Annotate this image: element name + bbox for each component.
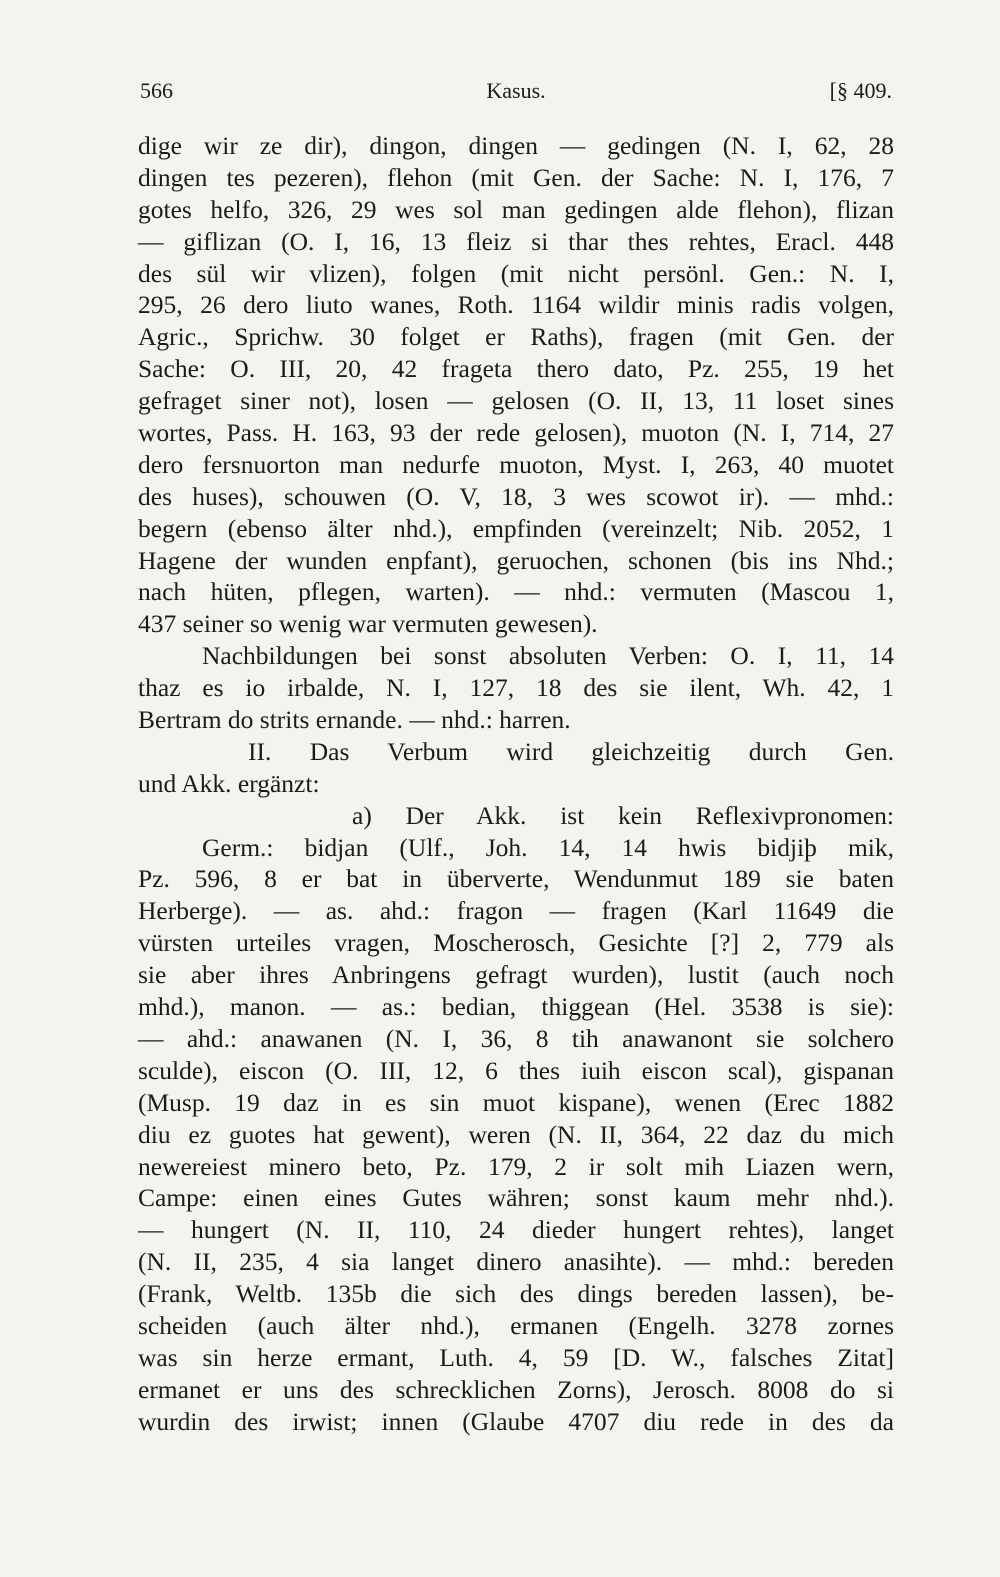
text-line: sie aber ihres Anbringens gefragt wurden), lustit (auch noch [138, 960, 894, 990]
text-line: — ahd.: anawanen (N. I, 36, 8 tih anawanont sie solchero [138, 1023, 894, 1053]
text-line: dige wir ze dir), dingon, dingen — gedingen (N. I, 62, 28 [138, 131, 894, 160]
text-line: — hungert (N. II, 110, 24 dieder hungert rehtes), langet [138, 1215, 894, 1245]
text-line: dero fersnuorton man nedurfe muoton, Myst. I, 263, 40 muotet [138, 449, 894, 479]
text-line: sculde), eiscon (O. III, 12, 6 thes iuih eiscon scal), gispanan [138, 1055, 894, 1085]
text-line: nach hüten, pflegen, warten). — nhd.: vermuten (Mascou 1, [138, 577, 894, 607]
text-line: gotes helfo, 326, 29 wes sol man gedingen alde flehon), flizan [138, 194, 894, 224]
body-text [138, 130, 894, 1438]
text-line: des huses), schouwen (O. V, 18, 3 wes scowot ir). — mhd.: [138, 481, 894, 511]
page-number: 566 [140, 78, 173, 103]
text-line: dingen tes pezeren), flehon (mit Gen. der Sache: N. I, 176, 7 [138, 162, 894, 192]
text-line: (Musp. 19 daz in es sin muot kispane), wenen (Erec 1882 [138, 1087, 894, 1117]
section-heading: und Akk. ergänzt: [138, 768, 320, 798]
text-line: wurdin des irwist; innen (Glaube 4707 diu rede in des da [138, 1406, 894, 1436]
text-line: Sache: O. III, 20, 42 frageta thero dato, Pz. 255, 19 het [138, 354, 894, 384]
text-line: wortes, Pass. H. 163, 93 der rede gelosen), muoton (N. I, 714, 27 [138, 418, 894, 448]
text-line: diu ez guotes hat gewent), weren (N. II, 364, 22 daz du mich [138, 1119, 894, 1149]
text-line: 437 seiner so wenig war vermuten gewesen). [138, 609, 598, 639]
text-line: Germ.: bidjan (Ulf., Joh. 14, 14 hwis bidjiþ mik, [202, 832, 894, 862]
text-line: ermanet er uns des schrecklichen Zorns), Jerosch. 8008 do si [138, 1374, 894, 1404]
text-line: Nachbildungen bei sonst absoluten Verben: O. I, 11, 14 [202, 641, 894, 671]
text-line: begern (ebenso älter nhd.), empfinden (vereinzelt; Nib. 2052, 1 [138, 513, 894, 543]
text-line: 295, 26 dero liuto wanes, Roth. 1164 wildir minis radis volgen, [138, 290, 894, 320]
section-heading: II. Das Verbum wird gleichzeitig durch Gen. [248, 736, 894, 766]
text-line: scheiden (auch älter nhd.), ermanen (Engelh. 3278 zornes [138, 1310, 894, 1340]
page-header [140, 78, 892, 114]
text-line: des sül wir vlizen), folgen (mit nicht persönl. Gen.: N. I, [138, 258, 894, 288]
text-line: Campe: einen eines Gutes währen; sonst kaum mehr nhd.). [138, 1183, 894, 1213]
running-title: Kasus. [486, 78, 546, 103]
text-line: Hagene der wunden enpfant), geruochen, schonen (bis ins Nhd.; [138, 545, 894, 575]
text-line: (N. II, 235, 4 sia langet dinero anasihte). — mhd.: bereden [138, 1247, 894, 1277]
text-line: Herberge). — as. ahd.: fragon — fragen (Karl 11649 die [138, 896, 894, 926]
text-line: was sin herze ermant, Luth. 4, 59 [D. W., falsches Zitat] [138, 1342, 894, 1372]
text-line: Agric., Sprichw. 30 folget er Raths), fragen (mit Gen. der [138, 322, 894, 352]
subsection-heading: a) Der Akk. ist kein Reflexivpronomen: [352, 800, 894, 830]
text-line: (Frank, Weltb. 135b die sich des dings bereden lassen), be- [138, 1279, 894, 1309]
text-line: Bertram do strits ernande. — nhd.: harren. [138, 705, 571, 735]
text-line: thaz es io irbalde, N. I, 127, 18 des sie ilent, Wh. 42, 1 [138, 673, 894, 703]
text-line: gefraget siner not), losen — gelosen (O. II, 13, 11 loset sines [138, 386, 894, 416]
text-line: vürsten urteiles vragen, Moscherosch, Gesichte [?] 2, 779 als [138, 928, 894, 958]
text-line: — giflizan (O. I, 16, 13 fleiz si thar thes rehtes, Eracl. 448 [138, 226, 894, 256]
text-line: mhd.), manon. — as.: bedian, thiggean (Hel. 3538 is sie): [138, 992, 894, 1022]
text-line: newereiest minero beto, Pz. 179, 2 ir solt mih Liazen wern, [138, 1151, 894, 1181]
section-reference: [§ 409. [829, 78, 892, 103]
text-line: Pz. 596, 8 er bat in überverte, Wendunmut 189 sie baten [138, 864, 894, 894]
